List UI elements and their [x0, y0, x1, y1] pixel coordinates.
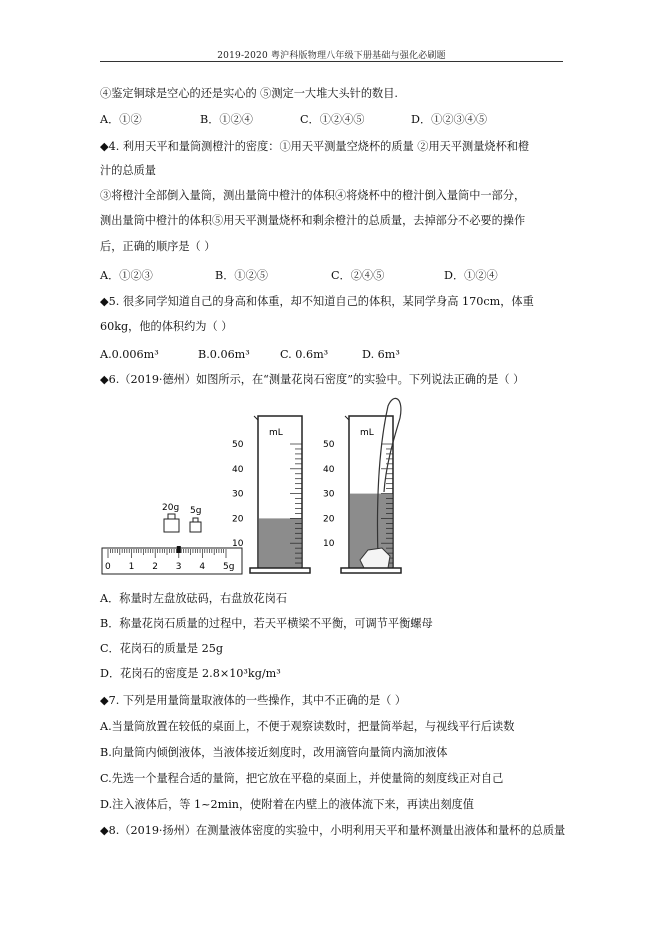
q3-option-c[interactable]: C．①②④⑤ [300, 113, 365, 126]
q7-option-d[interactable]: D.注入液体后，等 1~2min，使附着在内壁上的液体流下来，再读出刻度值 [100, 798, 474, 811]
cylinder-scale-label: 50 [232, 440, 244, 450]
ruler-tick-label: 2 [152, 562, 158, 572]
cylinder-2-unit: mL [360, 428, 374, 438]
q4-option-d[interactable]: D．①②④ [444, 269, 498, 282]
q5-option-a[interactable]: A.0.006m³ [100, 348, 159, 361]
cylinder-scale-label: 40 [232, 464, 244, 475]
ruler-tick-label: 1 [128, 562, 135, 572]
cylinder-scale-label: 20 [323, 514, 335, 525]
page-header: 2019-2020 粤沪科版物理八年级下册基础与强化必刷题 [217, 51, 446, 61]
q6-figure-svg [98, 392, 458, 588]
weight-5g-label: 5g [190, 506, 202, 516]
ruler-tick-label: 5g [223, 562, 235, 572]
q3-line: ④鉴定铜球是空心的还是实心的 ⑤测定一大堆大头针的数目. [100, 87, 398, 100]
q7-option-b[interactable]: B.向量筒内倾倒液体，当液体接近刻度时，改用滴管向量筒内滴加液体 [100, 746, 448, 759]
ruler-tick-label: 0 [105, 562, 111, 572]
q3-option-a[interactable]: A．①② [100, 113, 142, 126]
q4-option-c[interactable]: C．②④⑤ [331, 269, 385, 282]
q7-option-a[interactable]: A.当量筒放置在较低的桌面上，不便于观察读数时，把量筒举起，与视线平行后读数 [100, 720, 515, 733]
header-divider [100, 61, 563, 62]
q7-line: ◆7. 下列是用量筒量取液体的一些操作，其中不正确的是（ ） [100, 694, 407, 707]
q5-line-2: 60kg，他的体积约为（ ） [100, 320, 233, 333]
ruler-tick-label: 4 [199, 562, 206, 572]
q3-option-d[interactable]: D．①②③④⑤ [411, 113, 488, 126]
q6-option-a[interactable]: A．称量时左盘放砝码，右盘放花岗石 [100, 592, 288, 605]
cylinder-scale-label: 10 [232, 539, 244, 550]
weight-20g-label: 20g [162, 503, 180, 513]
weight-20g [162, 503, 179, 532]
q3-option-b[interactable]: B．①②④ [200, 113, 253, 126]
q6-option-d[interactable]: D．花岗石的密度是 2.8×10³kg/m³ [100, 667, 281, 680]
beam-scale [102, 546, 242, 574]
q4-line-5: 后，正确的顺序是（ ） [100, 240, 216, 253]
cylinder-scale-label: 20 [232, 514, 244, 525]
q8-line: ◆8.（2019·扬州）在测量液体密度的实验中，小明利用天平和量杯测量出液体和量杯的总质量 [100, 824, 566, 837]
q5-line-1: ◆5. 很多同学知道自己的身高和体重，却不知道自己的体积，某同学身高 170cm，体重 [100, 295, 534, 308]
q6-option-b[interactable]: B．称量花岗石质量的过程中，若天平横梁不平衡，可调节平衡螺母 [100, 617, 433, 630]
cylinder-1 [232, 416, 310, 573]
weight-5g [190, 506, 201, 532]
q5-option-b[interactable]: B.0.06m³ [198, 348, 250, 361]
q4-option-a[interactable]: A．①②③ [100, 269, 153, 282]
q7-option-c[interactable]: C.先选一个量程合适的量筒，把它放在平稳的桌面上，并使量筒的刻度线正对自己 [100, 772, 504, 785]
cylinder-scale-label: 10 [323, 539, 335, 550]
q4-line-2: 汁的总质量 [100, 164, 156, 177]
q6-line: ◆6.（2019·德州）如图所示，在“测量花岗石密度”的实验中。下列说法正确的是（ ） [100, 373, 525, 386]
cylinder-scale-label: 50 [323, 440, 335, 450]
cylinder-scale-label: 30 [323, 489, 335, 500]
ruler-tick-label: 3 [175, 562, 182, 572]
cylinder-2 [323, 398, 401, 573]
q4-line-3: ③将橙汁全部倒入量筒，测出量筒中橙汁的体积④将烧杯中的橙汁倒入量筒中一部分， [100, 189, 526, 202]
q4-line-4: 测出量筒中橙汁的体积⑤用天平测量烧杯和剩余橙汁的总质量，去掉部分不必要的操作 [100, 214, 526, 227]
q4-line-1: ◆4. 利用天平和量筒测橙汁的密度：①用天平测量空烧杯的质量 ②用天平测量烧杯和橙 [100, 140, 530, 153]
cylinder-1-unit: mL [269, 428, 283, 438]
q5-option-c[interactable]: C. 0.6m³ [280, 348, 329, 361]
q6-figure [98, 392, 458, 588]
q4-option-b[interactable]: B．①②⑤ [215, 269, 268, 282]
q5-option-d[interactable]: D. 6m³ [362, 348, 400, 361]
q6-option-c[interactable]: C．花岗石的质量是 25g [100, 642, 224, 655]
cylinder-scale-label: 30 [232, 489, 244, 500]
rider-marker [177, 546, 181, 553]
cylinder-scale-label: 40 [323, 464, 335, 475]
